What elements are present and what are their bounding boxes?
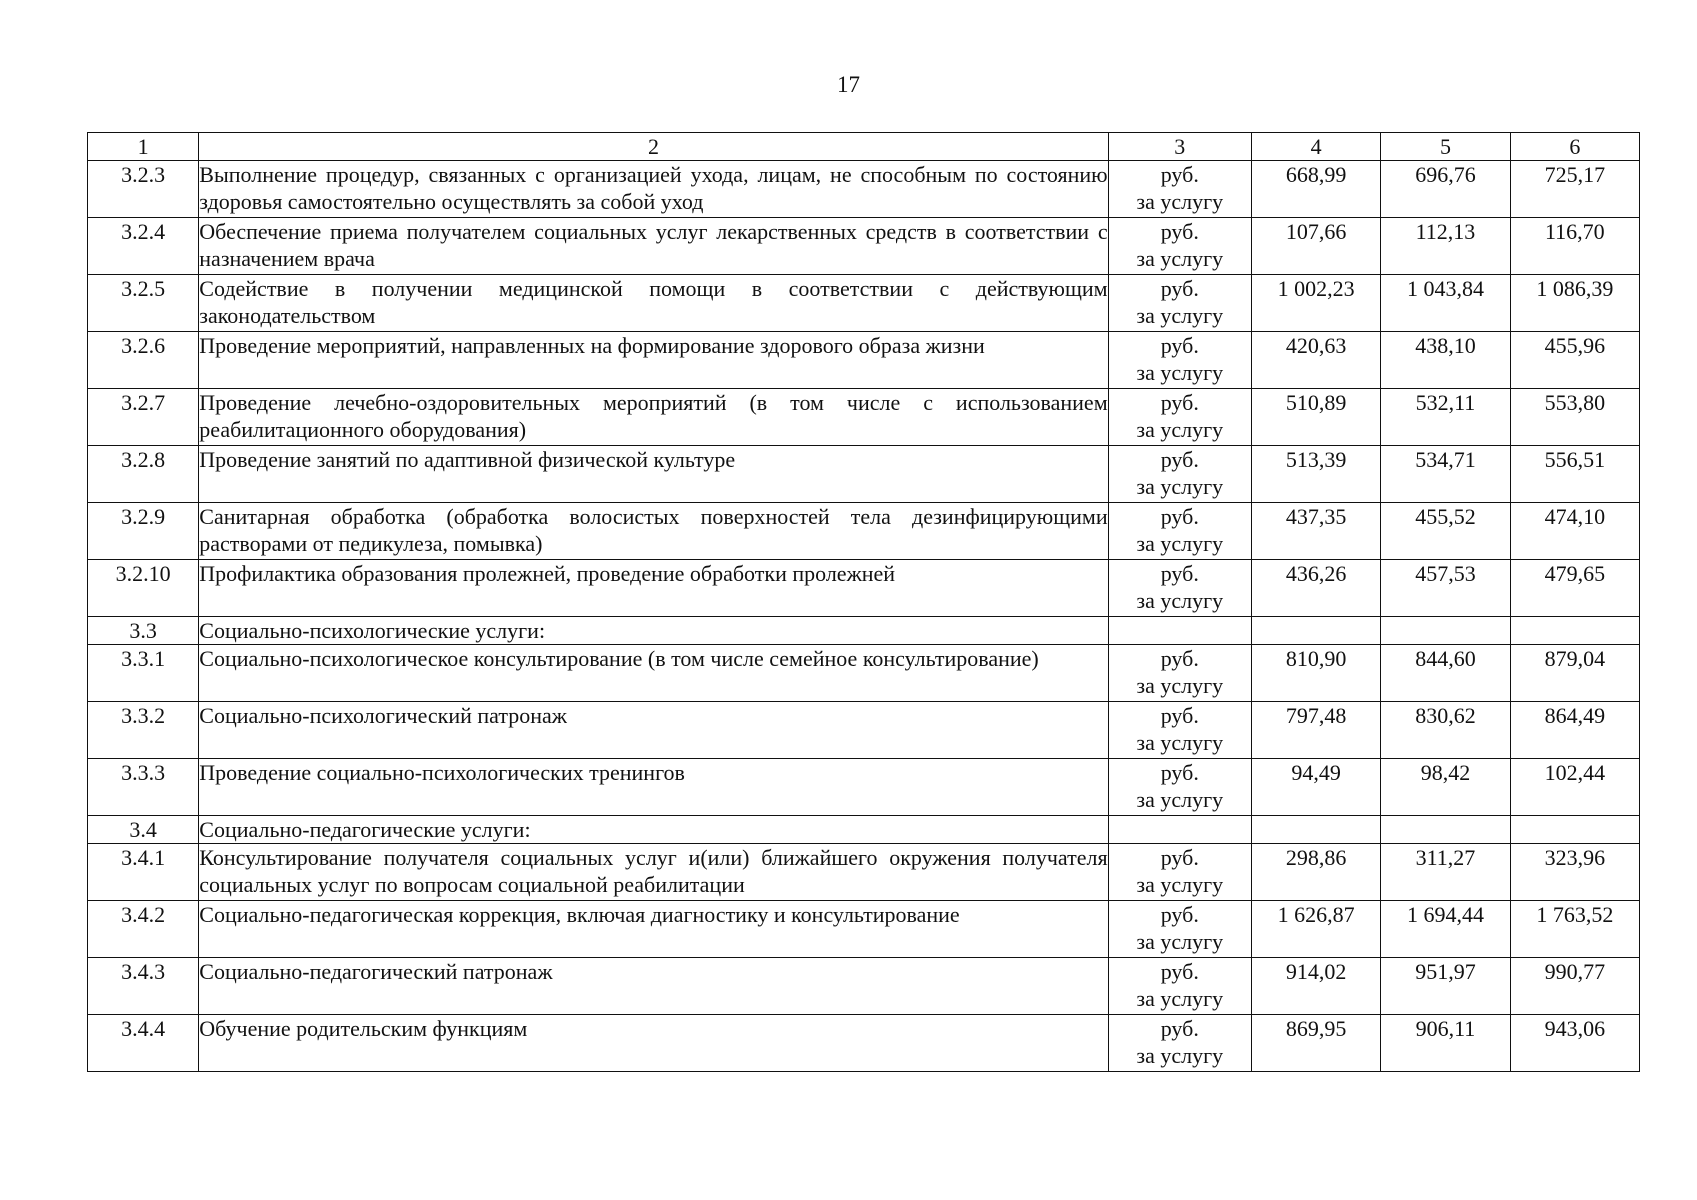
table-row [88,389,1640,446]
section-title: Социально-педагогические услуги: [199,816,1108,844]
unit-cell [1108,1015,1251,1072]
unit-currency: руб. [1160,703,1199,728]
unit-per-service: за услугу [1136,730,1224,755]
row-number: 3.3.2 [88,702,199,759]
value-col-4: 420,63 [1251,332,1380,389]
service-name-text: Обучение родительским функциям [199,1016,528,1041]
value-col-4: 510,89 [1251,389,1380,446]
table-row [88,218,1640,275]
row-number: 3.2.4 [88,218,199,275]
unit-per-service: за услугу [1136,872,1224,897]
unit-currency: руб. [1160,162,1199,187]
value-col-5: 98,42 [1381,759,1510,816]
value-col-5: 311,27 [1381,844,1510,901]
header-col-4: 4 [1251,133,1380,161]
header-col-5: 5 [1381,133,1510,161]
value-col-5: 844,60 [1381,645,1510,702]
value-col-5: 438,10 [1381,332,1510,389]
header-col-3: 3 [1108,133,1251,161]
value-col-5: 1 694,44 [1381,901,1510,958]
value-col-6: 479,65 [1510,560,1639,617]
service-name [199,759,1108,816]
value-col-5: 534,71 [1381,446,1510,503]
value-col-4: 810,90 [1251,645,1380,702]
unit-per-service: за услугу [1136,417,1224,442]
service-name-text: Социально-психологический патронаж [199,703,567,728]
value-col-6: 556,51 [1510,446,1639,503]
row-number: 3.4 [88,816,199,844]
unit-cell-empty [1108,816,1251,844]
unit-per-service: за услугу [1136,189,1224,214]
service-name [199,958,1108,1015]
unit-cell [1108,645,1251,702]
value-col-6: 725,17 [1510,161,1639,218]
value-col-4: 1 626,87 [1251,901,1380,958]
table-row [88,702,1640,759]
service-name-text: Проведение лечебно-оздоровительных мероприятий (в том числе с использованием реабилитационного оборудования) [199,390,1108,442]
service-name [199,275,1108,332]
value-col-6: 553,80 [1510,389,1639,446]
value-col-5: 1 043,84 [1381,275,1510,332]
service-name-text: Консультирование получателя социальных услуг и(или) ближайшего окружения получателя социальных услуг по вопросам социальной реабилитации [199,845,1108,897]
service-name-text: Проведение социально-психологических тренингов [199,760,685,785]
row-number: 3.2.3 [88,161,199,218]
table-row [88,275,1640,332]
unit-currency: руб. [1160,504,1199,529]
header-col-6: 6 [1510,133,1639,161]
value-col-5: 906,11 [1381,1015,1510,1072]
unit-per-service: за услугу [1136,787,1224,812]
value-col-4: 94,49 [1251,759,1380,816]
service-name [199,901,1108,958]
value-col-6: 864,49 [1510,702,1639,759]
page-number: 17 [837,72,860,97]
value-col-4: 869,95 [1251,1015,1380,1072]
row-number: 3.2.7 [88,389,199,446]
table-row [88,503,1640,560]
unit-per-service: за услугу [1136,1043,1224,1068]
service-name [199,1015,1108,1072]
header-col-1: 1 [88,133,199,161]
unit-per-service: за услугу [1136,246,1224,271]
section-row [88,617,1640,645]
table-row [88,759,1640,816]
value-cell-empty [1381,816,1510,844]
value-col-5: 951,97 [1381,958,1510,1015]
value-col-5: 455,52 [1381,503,1510,560]
value-col-6: 102,44 [1510,759,1639,816]
row-number: 3.2.9 [88,503,199,560]
unit-currency: руб. [1160,333,1199,358]
unit-per-service: за услугу [1136,673,1224,698]
table-body [88,161,1640,1072]
unit-currency: руб. [1160,902,1199,927]
value-col-5: 112,13 [1381,218,1510,275]
unit-per-service: за услугу [1136,929,1224,954]
service-name-text: Проведение занятий по адаптивной физической культуре [199,447,736,472]
unit-cell [1108,958,1251,1015]
service-name [199,161,1108,218]
service-name-text: Обеспечение приема получателем социальных услуг лекарственных средств в соответствии с назначением врача [199,219,1108,271]
header-col-2: 2 [199,133,1108,161]
unit-cell [1108,332,1251,389]
value-col-5: 457,53 [1381,560,1510,617]
value-col-6: 990,77 [1510,958,1639,1015]
service-name [199,389,1108,446]
table-row [88,901,1640,958]
tariff-table [87,132,1640,1072]
value-col-6: 455,96 [1510,332,1639,389]
unit-cell [1108,759,1251,816]
unit-currency: руб. [1160,219,1199,244]
service-name-text: Социально-педагогическая коррекция, включая диагностику и консультирование [199,902,960,927]
unit-cell [1108,218,1251,275]
table-header-row [88,133,1640,161]
unit-currency: руб. [1160,1016,1199,1041]
value-col-4: 914,02 [1251,958,1380,1015]
service-name-text: Проведение мероприятий, направленных на формирование здорового образа жизни [199,333,985,358]
section-row [88,816,1640,844]
unit-cell [1108,901,1251,958]
unit-currency: руб. [1160,646,1199,671]
service-name [199,332,1108,389]
value-col-4: 436,26 [1251,560,1380,617]
row-number: 3.2.5 [88,275,199,332]
row-number: 3.4.4 [88,1015,199,1072]
row-number: 3.2.10 [88,560,199,617]
unit-cell [1108,560,1251,617]
value-col-6: 943,06 [1510,1015,1639,1072]
unit-currency: руб. [1160,561,1199,586]
unit-currency: руб. [1160,276,1199,301]
value-col-6: 323,96 [1510,844,1639,901]
service-name-text: Профилактика образования пролежней, проведение обработки пролежней [199,561,896,586]
service-name-text: Санитарная обработка (обработка волосистых поверхностей тела дезинфицирующими растворами от педикулеза, помывка) [199,504,1108,556]
value-col-4: 298,86 [1251,844,1380,901]
unit-cell [1108,389,1251,446]
unit-per-service: за услугу [1136,531,1224,556]
row-number: 3.3.1 [88,645,199,702]
unit-cell-empty [1108,617,1251,645]
table-row [88,1015,1640,1072]
value-col-4: 513,39 [1251,446,1380,503]
service-name-text: Социально-психологическое консультирование (в том числе семейное консультирование) [199,646,1039,671]
value-col-6: 1 086,39 [1510,275,1639,332]
unit-cell [1108,446,1251,503]
service-name-text: Выполнение процедур, связанных с организацией ухода, лицам, не способным по состоянию здоровья самостоятельно осуществлять за собой уход [199,162,1108,214]
unit-per-service: за услугу [1136,303,1224,328]
table-row [88,332,1640,389]
value-col-5: 696,76 [1381,161,1510,218]
table-row [88,958,1640,1015]
row-number: 3.4.3 [88,958,199,1015]
table-row [88,161,1640,218]
unit-per-service: за услугу [1136,986,1224,1011]
unit-cell [1108,503,1251,560]
value-col-5: 830,62 [1381,702,1510,759]
unit-currency: руб. [1160,447,1199,472]
row-number: 3.2.6 [88,332,199,389]
value-col-4: 437,35 [1251,503,1380,560]
unit-currency: руб. [1160,760,1199,785]
value-cell-empty [1381,617,1510,645]
service-name [199,844,1108,901]
service-name-text: Содействие в получении медицинской помощи в соответствии с действующим законодательством [199,276,1108,328]
value-col-5: 532,11 [1381,389,1510,446]
service-name [199,503,1108,560]
value-col-4: 1 002,23 [1251,275,1380,332]
table-row [88,560,1640,617]
unit-per-service: за услугу [1136,360,1224,385]
unit-cell [1108,702,1251,759]
service-name [199,218,1108,275]
unit-currency: руб. [1160,390,1199,415]
value-cell-empty [1251,617,1380,645]
table-row [88,645,1640,702]
section-title: Социально-психологические услуги: [199,617,1108,645]
unit-currency: руб. [1160,959,1199,984]
value-cell-empty [1251,816,1380,844]
service-name [199,560,1108,617]
table-row [88,446,1640,503]
value-col-4: 107,66 [1251,218,1380,275]
row-number: 3.4.1 [88,844,199,901]
value-cell-empty [1510,816,1639,844]
value-col-6: 116,70 [1510,218,1639,275]
unit-cell [1108,275,1251,332]
value-cell-empty [1510,617,1639,645]
service-name [199,702,1108,759]
row-number: 3.4.2 [88,901,199,958]
table-row [88,844,1640,901]
value-col-6: 1 763,52 [1510,901,1639,958]
service-name [199,446,1108,503]
service-name-text: Социально-педагогический патронаж [199,959,553,984]
unit-cell [1108,844,1251,901]
unit-per-service: за услугу [1136,474,1224,499]
value-col-6: 474,10 [1510,503,1639,560]
unit-per-service: за услугу [1136,588,1224,613]
value-col-4: 797,48 [1251,702,1380,759]
unit-cell [1108,161,1251,218]
row-number: 3.3.3 [88,759,199,816]
row-number: 3.2.8 [88,446,199,503]
service-name [199,645,1108,702]
value-col-4: 668,99 [1251,161,1380,218]
unit-currency: руб. [1160,845,1199,870]
row-number: 3.3 [88,617,199,645]
value-col-6: 879,04 [1510,645,1639,702]
